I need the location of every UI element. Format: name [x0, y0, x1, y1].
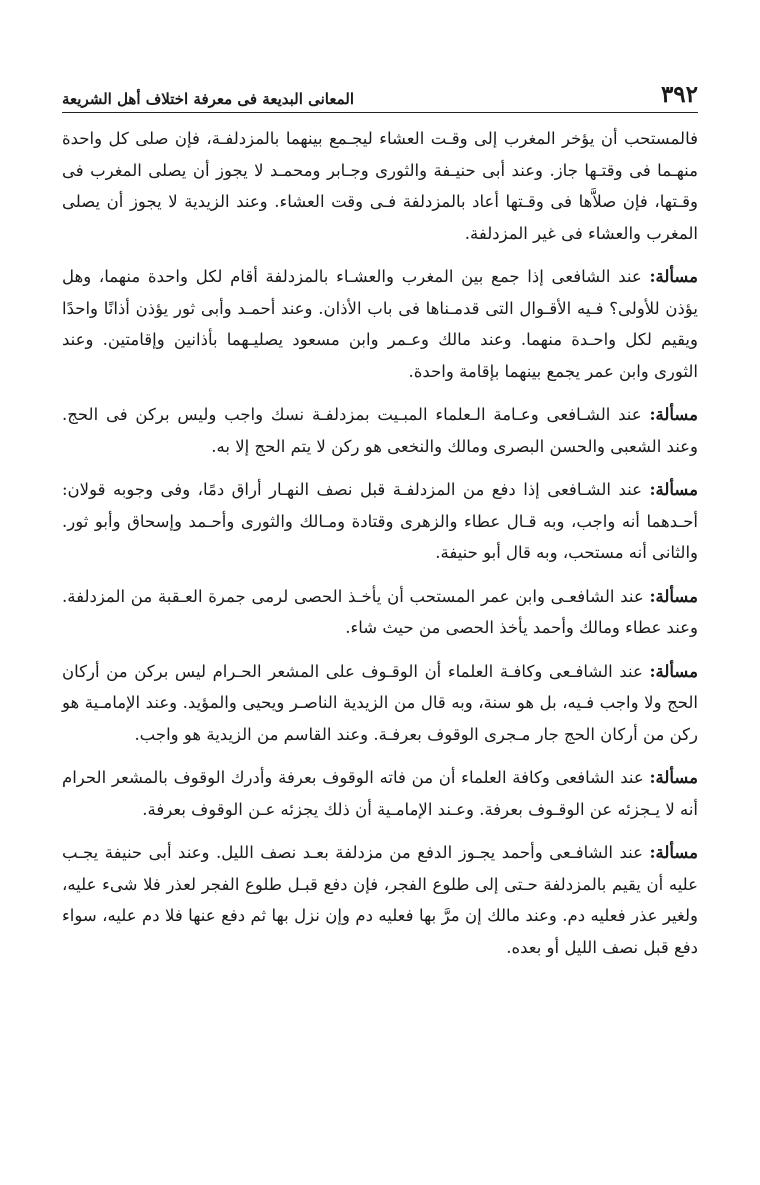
paragraph-text: عند الشافعـى وابن عمر المستحب أن يأخـذ الحصى لرمى جمرة العـقبة من المزدلفة. وعند عطاء ومالك وأحمد يأخذ الحصى من حيث شاء. — [62, 586, 698, 637]
issue-label: مسألة: — [649, 405, 698, 424]
issue-paragraph-2 — [62, 261, 698, 387]
issue-paragraph-7 — [62, 762, 698, 825]
issue-label: مسألة: — [649, 267, 698, 286]
issue-label: مسألة: — [649, 661, 698, 681]
issue-label: مسألة: — [649, 768, 698, 787]
page-header — [62, 72, 698, 113]
issue-label: مسألة: — [649, 843, 698, 862]
paragraph-text: عند الشـافعى إذا دفع من المزدلفـة قبل نصف النهـار أراق دمًا، وفى وجوبه قولان: أحـدهما أنه واجب، وبه قـال عطاء والزهرى وقتادة ومـالك والثورى وأحـمد وإسحاق وأبو ثور. والثانى أنه مستحب، وبه قال أبو حنيفة. — [62, 480, 698, 562]
issue-paragraph-8 — [62, 837, 698, 963]
paragraph-text: عند الشافعى إذا جمع بين المغرب والعشـاء بالمزدلفة أقام لكل واحدة منهما، وهل يؤذن للأولى؟ فـيه الأقـوال التى قدمـناها فى باب الأذان. وعند أحمـد وأبى ثور يؤذن أذانًا واحدًا ويقيم لكل واحـدة منهما. وعند مالك وعـمر وابن مسعود يصليـهما بأذانين وإقامتين. وعند الثورى وابن عمر يجمع بينهما بإقامة واحدة. — [62, 267, 698, 381]
issue-label: مسألة: — [649, 586, 698, 606]
issue-paragraph-6 — [62, 656, 698, 751]
paragraph-text: عند الشافعى وكافة العلماء أن من فاته الوقوف بعرفة وأدرك الوقوف بالمشعر الحرام أنه لا يـجزئه عن الوقـوف بعرفة. وعـند الإمامـية أن ذلك يجزئه عـن الوقوف بعرفة. — [62, 768, 698, 819]
issue-paragraph-4 — [62, 474, 698, 569]
paragraph-text: عند الشـافعى وعـامة الـعلماء المبـيت بمزدلفـة نسك واجب وليس بركن فى الحج. وعند الشعبى والحسن البصرى ومالك والنخعى هو ركن لا يتم الحج إلا به. — [62, 405, 698, 456]
issue-paragraph-5 — [62, 581, 698, 644]
issue-paragraph-3 — [62, 399, 698, 462]
page-number: ٣٩٢ — [660, 81, 698, 108]
page-body — [62, 123, 698, 963]
paragraph-text: فالمستحب أن يؤخر المغرب إلى وقـت العشاء ليجـمع بينهما بالمزدلفـة، فإن صلى كل واحدة منهـما فى وقتـها جاز. وعند أبى حنيـفة والثورى وجـابر ومحمـد لا يجوز أن يصلى المغرب فى وقـتها، فإن صلاَّها فى وقـتها أعاد بالمزدلفة فـى وقت العشاء. وعند الزيدية لا يجوز أن يصلى المغرب والعشاء فى غير المزدلفة. — [62, 129, 698, 243]
paragraph-1 — [62, 123, 698, 249]
paragraph-text: عند الشافـعى وأحمد يجـوز الدفع من مزدلفة بعـد نصف الليل. وعند أبى حنيفة يجـب عليه أن يقيم بالمزدلفة حـتى إلى طلوع الفجر، فإن دفع قبـل طلوع الفجر لعذر فلا شىء عليه، ولغير عذر فعليه دم. وعند مالك إن مرَّ بها فعليه دم وإن نزل بها ثم دفع عنها فلا دم عليه، سواء دفع قبل نصف الليل أو بعده. — [62, 843, 698, 957]
running-title: المعانى البديعة فى معرفة اختلاف أهل الشريعة — [62, 90, 355, 108]
issue-label: مسألة: — [649, 480, 698, 499]
book-page — [62, 72, 698, 975]
paragraph-text: عند الشافـعى وكافـة العلماء أن الوقـوف على المشعر الحـرام ليس بركن من أركان الحج ولا واجب فـيه، بل هو سنة، وبه قال من الزيدية الناصـر ويحيى والمؤيد. وعند الإمامـية هو ركن من أركان الحج جار مـجرى الوقوف بعرفـة. وعند القاسم من الزيدية هو واجب. — [62, 661, 698, 744]
